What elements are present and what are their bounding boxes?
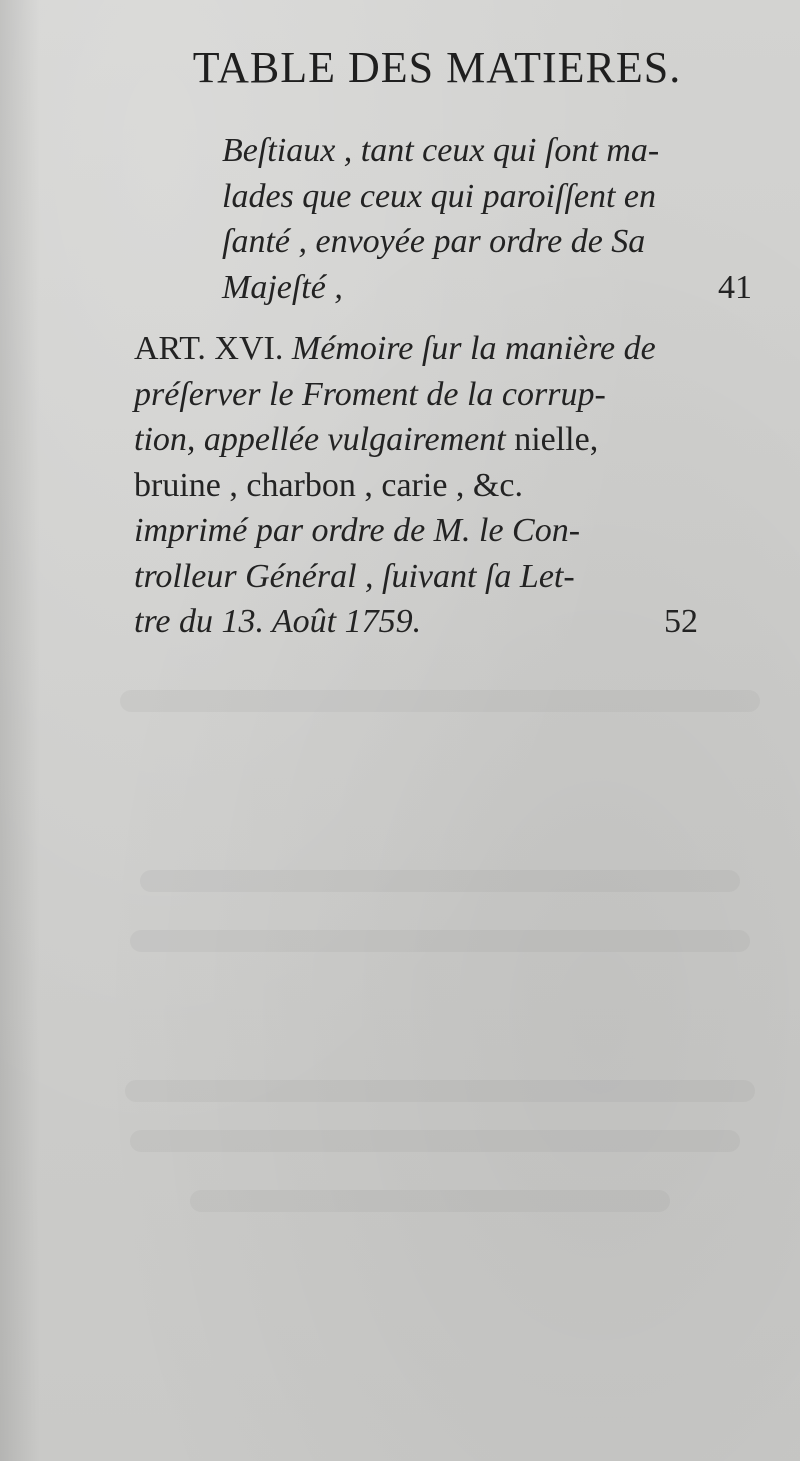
article-number: ART. XVI.	[134, 330, 284, 367]
entry-line	[134, 326, 752, 372]
entry-line	[134, 417, 752, 463]
entry-line: ſanté , envoyée par ordre de Sa	[222, 223, 646, 260]
page-title: TABLE DES MATIERES.	[192, 43, 682, 92]
entry-line: préſerver le Froment de la corrup-	[134, 375, 606, 413]
toc-entry	[134, 326, 752, 645]
show-through-text	[140, 870, 740, 892]
show-through-text	[120, 690, 760, 712]
page-edge-shadow	[0, 0, 40, 1461]
show-through-text	[190, 1190, 670, 1212]
entry-line: Beſtiaux , tant ceux qui ſont ma-	[222, 132, 660, 169]
entry-line: bruine , charbon , carie , &c.	[134, 466, 523, 504]
entry-last-line	[222, 265, 752, 311]
entry-last-line: tre du 13. Août 1759. 52	[222, 599, 752, 645]
entry-line: trolleur Général , ſuivant ſa Let-	[134, 557, 575, 595]
show-through-text	[125, 1080, 755, 1102]
entry-line: imprimé par ordre de M. le Con-	[134, 512, 581, 549]
entry-line-text: Mémoire ſur la manière de	[291, 330, 656, 367]
page-heading	[0, 42, 800, 93]
entry-line: lades que ceux qui paroiſſent en	[222, 177, 657, 215]
entry-line-text: tion, appellée vulgairement	[134, 421, 506, 458]
show-through-text	[130, 930, 750, 952]
entry-line-text-upright: nielle,	[514, 421, 599, 458]
entry-line-text: Majeſté ,	[222, 268, 343, 306]
page-number: 41	[718, 268, 752, 306]
show-through-text	[130, 1130, 740, 1152]
toc-entry	[222, 128, 752, 310]
entry-line-text: tre du 13. Août 1759.	[134, 603, 422, 640]
